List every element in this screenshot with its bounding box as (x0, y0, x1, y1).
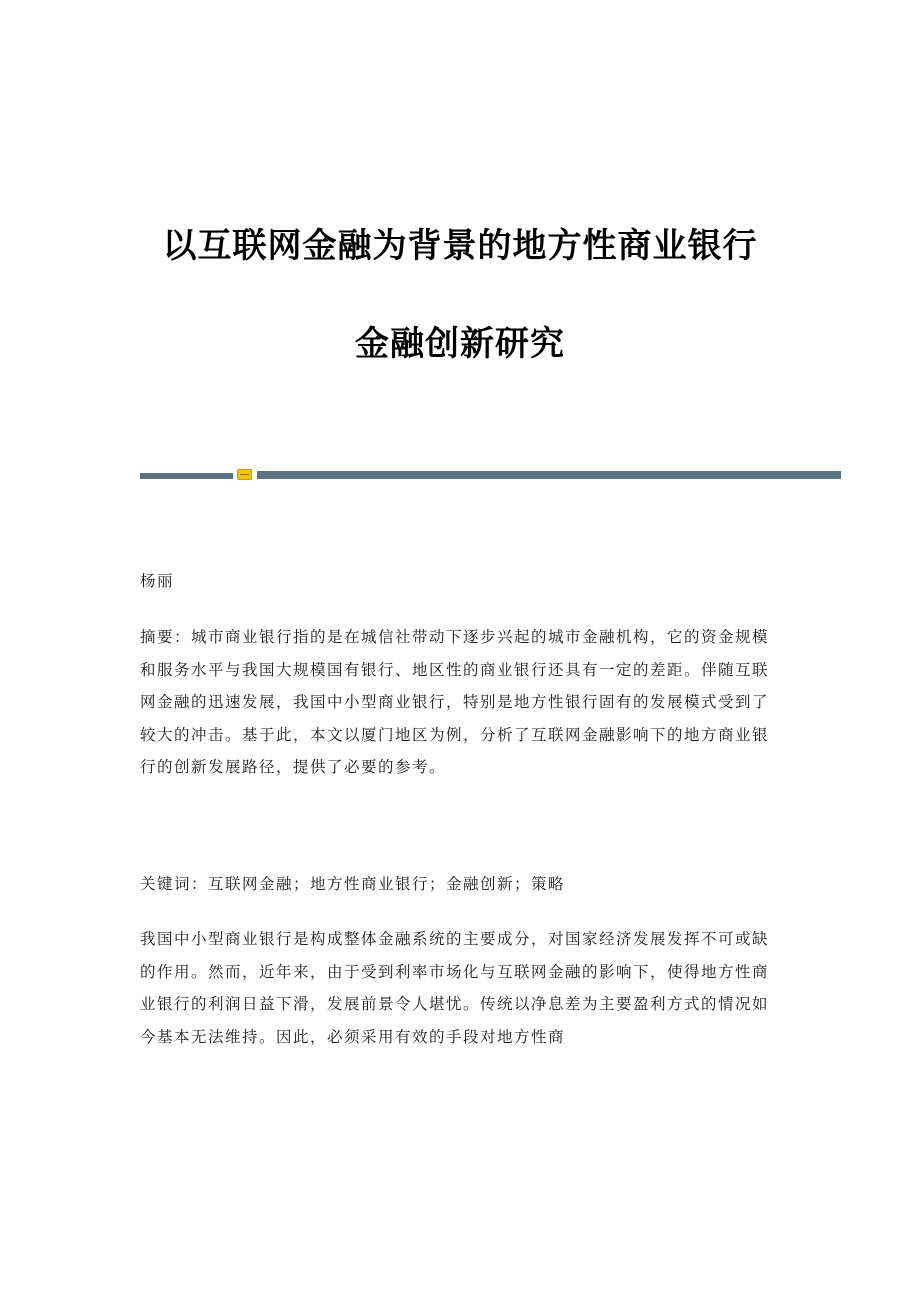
title-divider (140, 468, 841, 482)
divider-bar-left (140, 473, 233, 479)
document-title-line-2: 金融创新研究 (355, 324, 565, 364)
author-name: 杨丽 (140, 572, 175, 590)
keywords-line: 关键词：互联网金融；地方性商业银行；金融创新；策略 (140, 875, 566, 893)
intro-paragraph: 我国中小型商业银行是构成整体金融系统的主要成分，对国家经济发展发挥不可或缺的作用。然而，近年来，由于受到利率市场化与互联网金融的影响下，使得地方性商业银行的利润日益下滑，发展前景令人堪忧。传统以净息差为主要盈利方式的情况如今基本无法维持。因此，必须采用有效的手段对地方性商 (140, 930, 770, 1046)
divider-emblem-icon (237, 469, 252, 480)
document-title-line-1: 以互联网金融为背景的地方性商业银行 (162, 226, 758, 266)
divider-bar-right (257, 471, 841, 479)
abstract-paragraph: 摘要：城市商业银行指的是在城信社带动下逐步兴起的城市金融机构，它的资金规模和服务水平与我国大规模国有银行、地区性的商业银行还具有一定的差距。伴随互联网金融的迅速发展，我国中小型商业银行，特别是地方性银行固有的发展模式受到了较大的冲击。基于此，本文以厦门地区为例，分析了互联网金融影响下的地方商业银行的创新发展路径，提供了必要的参考。 (140, 628, 770, 776)
